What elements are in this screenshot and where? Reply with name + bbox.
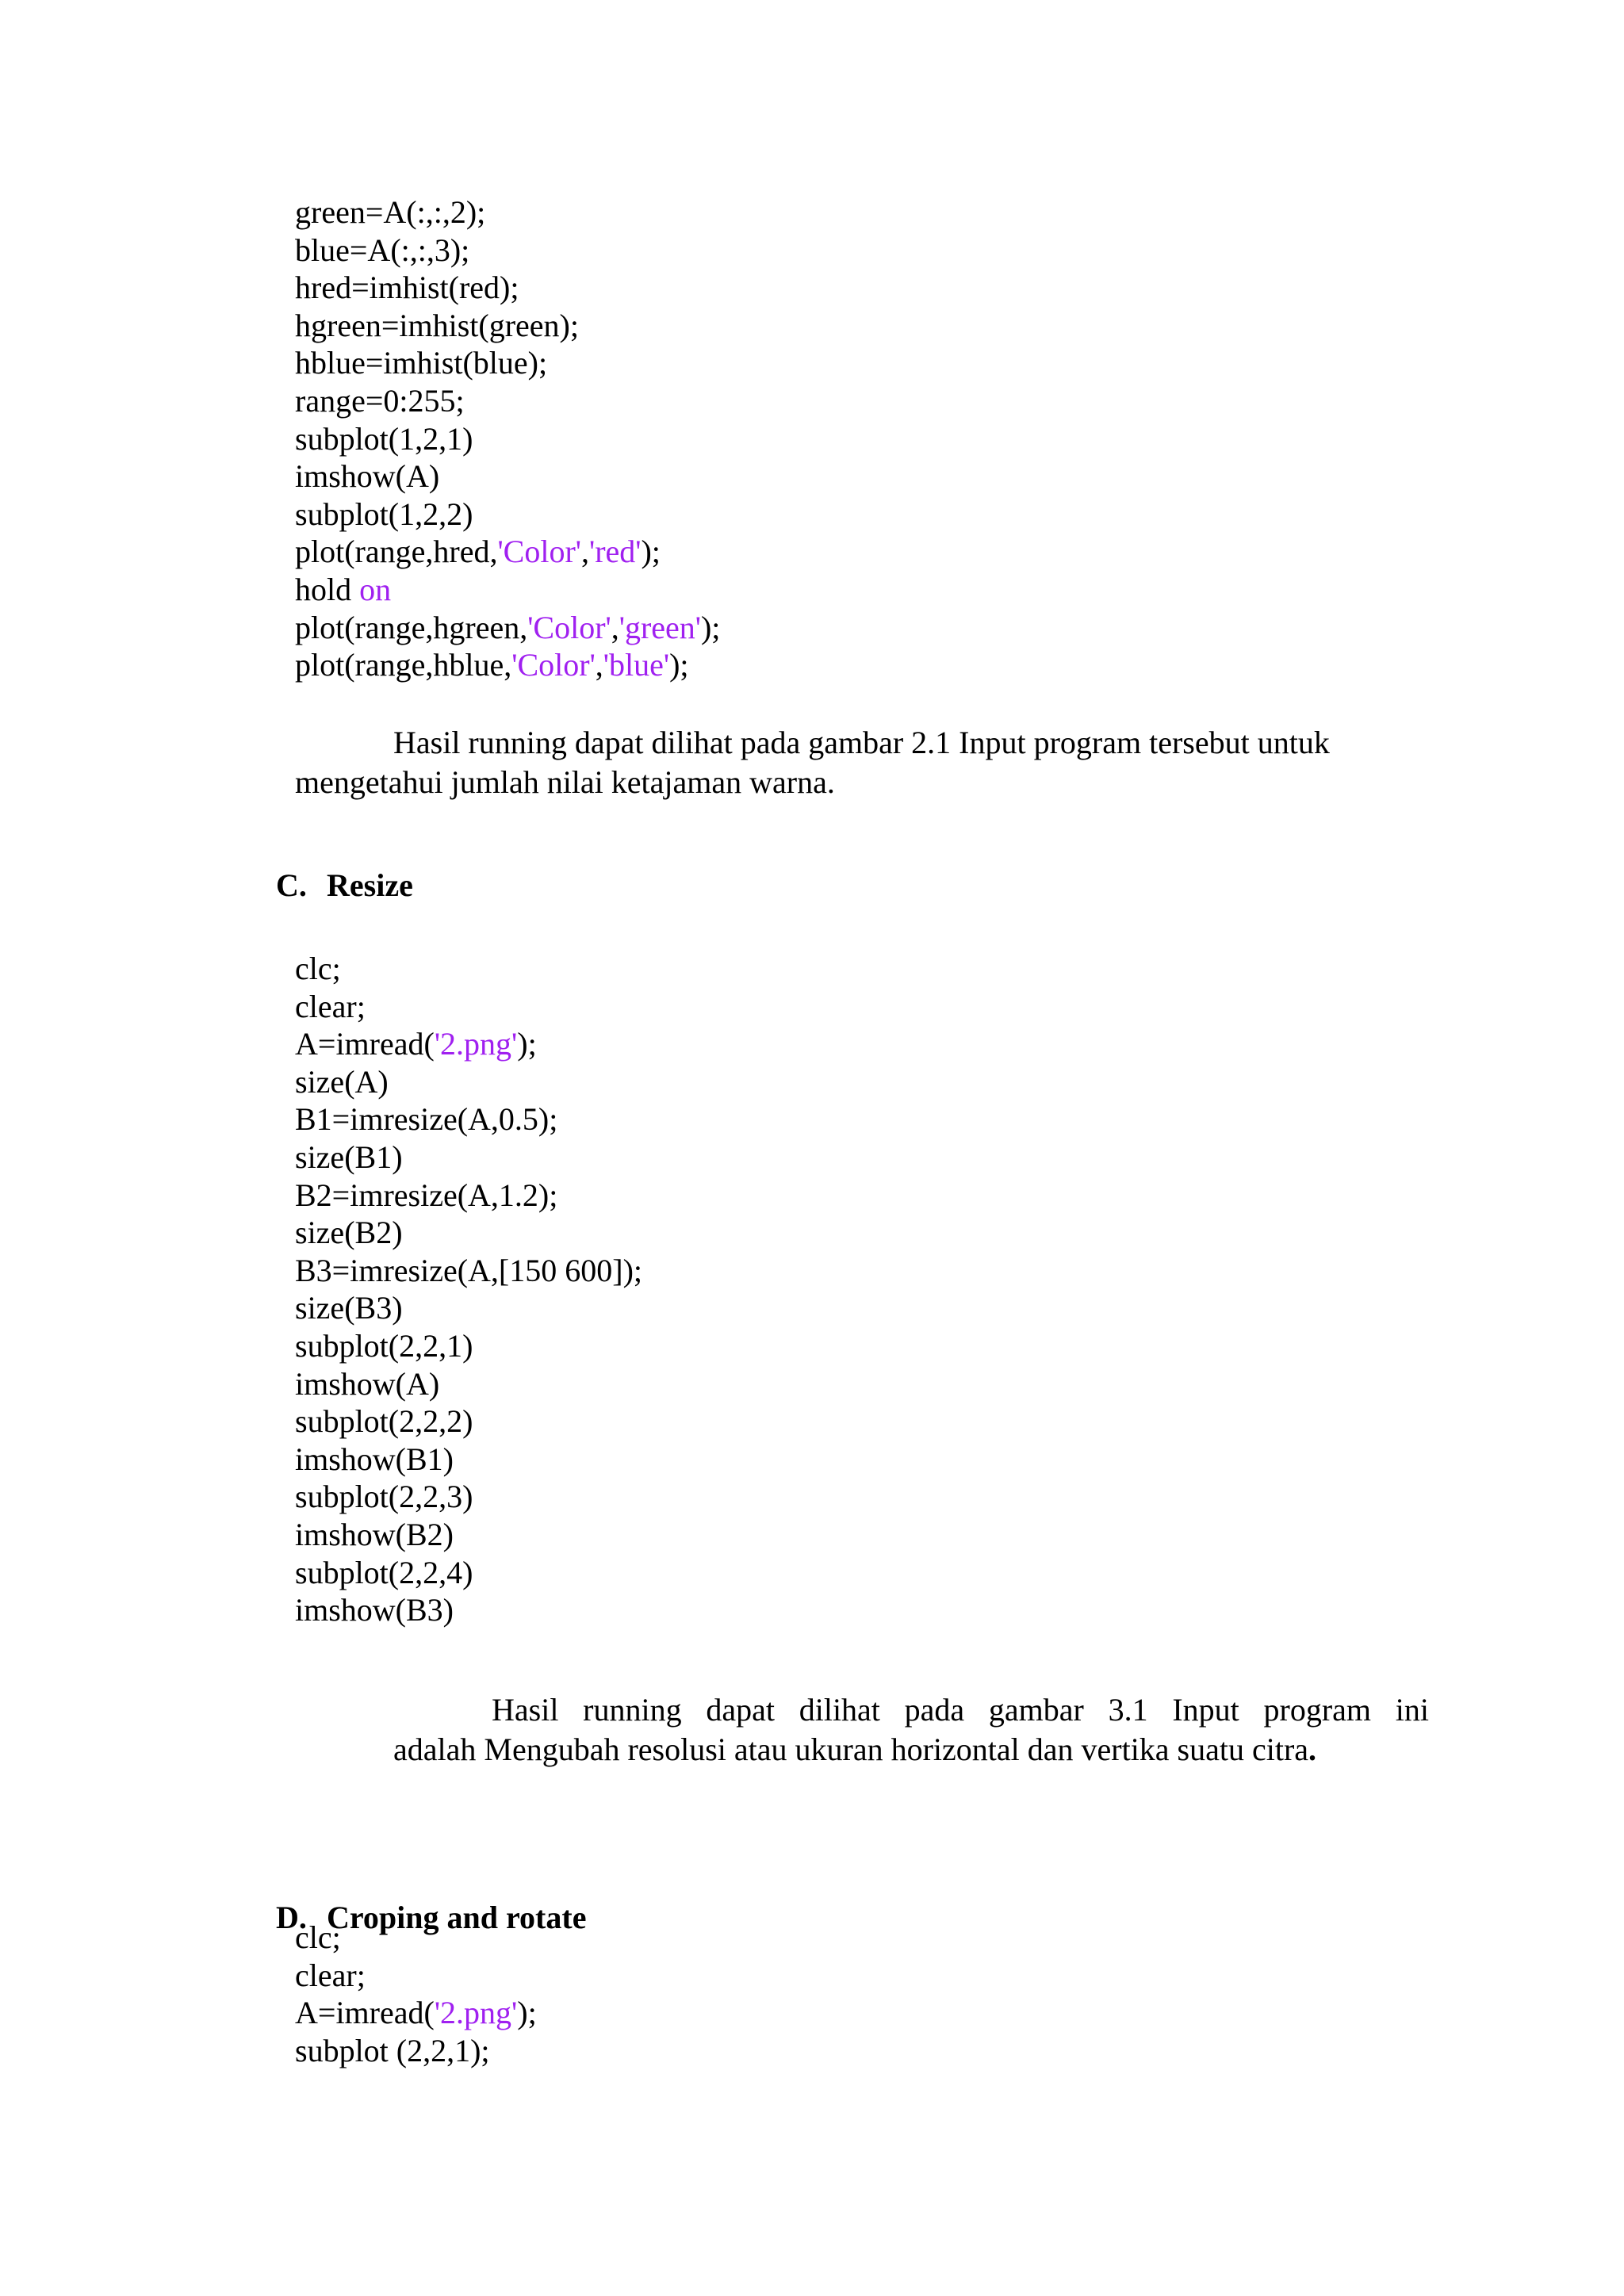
code-text: imshow(A)	[295, 1365, 440, 1402]
code-line	[295, 1919, 537, 1957]
section-letter: D.	[276, 1900, 307, 1935]
code-text: size(B3)	[295, 1290, 403, 1326]
code-text: size(A)	[295, 1063, 389, 1100]
string-literal: '2.png'	[434, 1026, 518, 1062]
code-line	[295, 2032, 537, 2070]
code-text: subplot(1,2,2)	[295, 496, 473, 532]
code-text: ,	[611, 609, 619, 645]
code-text: subplot (2,2,1);	[295, 2032, 490, 2068]
section-title: Resize	[327, 867, 413, 903]
code-line	[295, 571, 720, 609]
code-text: B3=imresize(A,[150 600]);	[295, 1252, 643, 1288]
code-text: hred=imhist(red);	[295, 270, 519, 306]
code-text: plot(range,hred,	[295, 534, 498, 570]
code-line	[295, 1063, 642, 1101]
section-letter: C.	[276, 867, 307, 903]
code-line	[295, 496, 720, 534]
code-text: clc;	[295, 951, 341, 986]
paragraph-histogram-result	[295, 723, 1358, 802]
code-line	[295, 1441, 642, 1479]
code-line	[295, 1591, 642, 1629]
code-line	[295, 1177, 642, 1215]
code-text: imshow(B3)	[295, 1592, 454, 1628]
code-text: );	[669, 647, 689, 683]
code-line	[295, 533, 720, 571]
code-text: subplot(2,2,1)	[295, 1327, 473, 1364]
code-line	[295, 1025, 642, 1063]
paragraph-line: Hasil running dapat dilihat pada gambar 3.1 Input program ini	[492, 1692, 1429, 1728]
code-line	[295, 344, 720, 382]
string-literal: 'Color'	[527, 609, 611, 645]
string-literal: 'green'	[619, 609, 701, 645]
code-line	[295, 307, 720, 345]
code-line	[295, 988, 642, 1026]
paragraph-period: .	[1308, 1732, 1317, 1767]
code-line	[295, 1289, 642, 1327]
code-text: hgreen=imhist(green);	[295, 307, 579, 343]
code-line	[295, 457, 720, 496]
code-line	[295, 1365, 642, 1403]
code-block-croping	[295, 1919, 537, 2069]
code-line	[295, 1100, 642, 1138]
code-line	[295, 1252, 642, 1290]
code-line	[295, 420, 720, 458]
paragraph-line: mengetahui jumlah nilai ketajaman warna.	[295, 764, 835, 800]
code-text: subplot(2,2,4)	[295, 1554, 473, 1590]
string-literal: 'red'	[588, 534, 642, 570]
code-text: B1=imresize(A,0.5);	[295, 1101, 558, 1138]
paragraph-text: adalah Mengubah resolusi atau ukuran horizontal dan vertika suatu citra	[393, 1732, 1309, 1767]
paragraph-resize-result	[393, 1690, 1429, 1770]
code-text: A=imread(	[295, 1026, 435, 1062]
code-text: plot(range,hblue,	[295, 647, 512, 683]
code-text: A=imread(	[295, 1995, 435, 2031]
code-line	[295, 1214, 642, 1252]
code-line	[295, 1327, 642, 1365]
code-line	[295, 1402, 642, 1441]
code-line	[295, 193, 720, 232]
code-line	[295, 269, 720, 307]
code-text: imshow(A)	[295, 458, 440, 495]
code-block-histogram	[295, 193, 720, 684]
code-text: );	[700, 609, 721, 645]
code-text: );	[641, 534, 661, 570]
code-line	[295, 950, 642, 988]
code-text: range=0:255;	[295, 382, 465, 419]
code-text: ,	[595, 647, 603, 683]
code-text: ,	[580, 534, 589, 570]
code-line	[295, 382, 720, 420]
code-line	[295, 1957, 537, 1995]
code-text: subplot(2,2,2)	[295, 1403, 473, 1440]
code-line	[295, 1554, 642, 1592]
code-line	[295, 232, 720, 270]
code-text: );	[517, 1026, 537, 1062]
code-text: subplot(1,2,1)	[295, 420, 473, 457]
section-title: Croping and rotate	[327, 1900, 587, 1935]
code-text: size(B2)	[295, 1215, 403, 1251]
section-heading-resize	[244, 826, 413, 945]
code-text: );	[517, 1995, 537, 2031]
code-line	[295, 1516, 642, 1554]
code-text: B2=imresize(A,1.2);	[295, 1177, 558, 1213]
code-line	[295, 1138, 642, 1177]
string-literal: 'Color'	[511, 647, 596, 683]
code-text: clc;	[295, 1919, 341, 1955]
code-text: hblue=imhist(blue);	[295, 345, 548, 381]
string-literal: '2.png'	[434, 1995, 518, 2031]
code-text: subplot(2,2,3)	[295, 1479, 473, 1515]
code-line	[295, 1478, 642, 1516]
code-text: clear;	[295, 988, 366, 1024]
code-text: green=A(:,:,2);	[295, 194, 486, 230]
string-literal: 'blue'	[603, 647, 670, 683]
paragraph-line: Hasil running dapat dilihat pada gambar 2.1 Input program tersebut untuk	[393, 725, 1330, 760]
code-text: plot(range,hgreen,	[295, 609, 528, 645]
code-text: blue=A(:,:,3);	[295, 232, 470, 268]
code-text: size(B1)	[295, 1138, 403, 1175]
code-text: imshow(B1)	[295, 1441, 454, 1477]
code-line	[295, 1994, 537, 2032]
paragraph-line	[393, 1730, 1429, 1770]
keyword: on	[359, 571, 392, 607]
code-line	[295, 609, 720, 647]
code-text: hold	[295, 571, 360, 607]
code-line	[295, 646, 720, 684]
code-block-resize	[295, 950, 642, 1629]
string-literal: 'Color'	[497, 534, 581, 570]
code-text: imshow(B2)	[295, 1516, 454, 1552]
code-text: clear;	[295, 1957, 366, 1993]
